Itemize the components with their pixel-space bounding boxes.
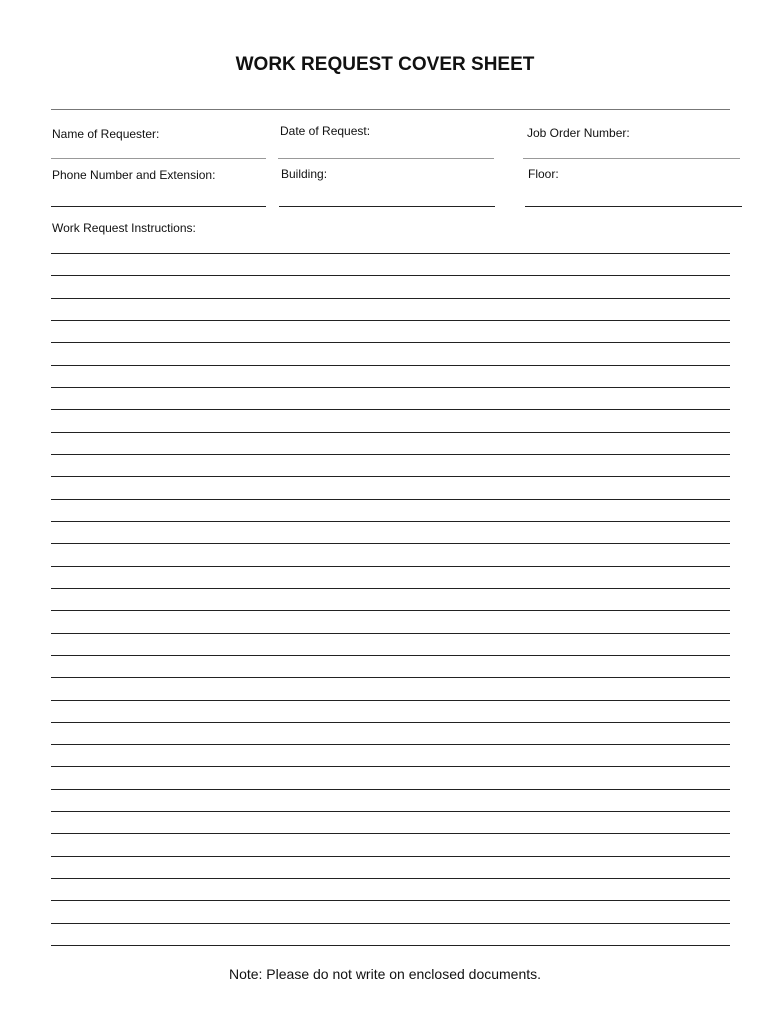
instruction-line[interactable] xyxy=(51,633,730,634)
date-of-request-field[interactable] xyxy=(278,158,494,159)
job-order-number-label: Job Order Number: xyxy=(527,126,630,140)
instruction-line[interactable] xyxy=(51,610,730,611)
date-of-request-label: Date of Request: xyxy=(280,124,371,138)
instruction-line[interactable] xyxy=(51,722,730,723)
instruction-line[interactable] xyxy=(51,655,730,656)
instruction-line[interactable] xyxy=(51,588,730,589)
floor-label: Floor: xyxy=(528,167,559,181)
instruction-line[interactable] xyxy=(51,320,730,321)
instruction-line[interactable] xyxy=(51,543,730,544)
phone-number-label: Phone Number and Extension: xyxy=(52,168,216,182)
name-of-requester-label: Name of Requester: xyxy=(52,127,160,141)
instruction-line[interactable] xyxy=(51,744,730,745)
note: Note: Please do not write on enclosed documents. xyxy=(228,966,542,982)
instruction-line[interactable] xyxy=(51,833,730,834)
instruction-line[interactable] xyxy=(51,253,730,254)
instruction-line[interactable] xyxy=(51,945,730,946)
instruction-line[interactable] xyxy=(51,275,730,276)
instruction-line[interactable] xyxy=(51,365,730,366)
instruction-line[interactable] xyxy=(51,476,730,477)
instruction-line[interactable] xyxy=(51,342,730,343)
instruction-line[interactable] xyxy=(51,878,730,879)
floor-field[interactable] xyxy=(525,206,742,207)
instruction-line[interactable] xyxy=(51,499,730,500)
instruction-line[interactable] xyxy=(51,521,730,522)
instruction-line[interactable] xyxy=(51,432,730,433)
instruction-line[interactable] xyxy=(51,409,730,410)
phone-number-field[interactable] xyxy=(51,206,266,207)
instruction-line[interactable] xyxy=(51,766,730,767)
instruction-line[interactable] xyxy=(51,811,730,812)
title-divider xyxy=(51,109,730,110)
name-of-requester-field[interactable] xyxy=(51,158,266,159)
page-title: WORK REQUEST COVER SHEET xyxy=(235,54,535,75)
work-request-instructions-label: Work Request Instructions: xyxy=(52,221,196,235)
instruction-line[interactable] xyxy=(51,454,730,455)
building-label: Building: xyxy=(281,167,328,181)
job-order-number-field[interactable] xyxy=(523,158,740,159)
instruction-line[interactable] xyxy=(51,298,730,299)
instruction-line[interactable] xyxy=(51,677,730,678)
instruction-line[interactable] xyxy=(51,700,730,701)
instruction-line[interactable] xyxy=(51,923,730,924)
building-field[interactable] xyxy=(279,206,495,207)
instruction-line[interactable] xyxy=(51,387,730,388)
instruction-line[interactable] xyxy=(51,900,730,901)
instruction-line[interactable] xyxy=(51,856,730,857)
instruction-line[interactable] xyxy=(51,789,730,790)
instruction-line[interactable] xyxy=(51,566,730,567)
